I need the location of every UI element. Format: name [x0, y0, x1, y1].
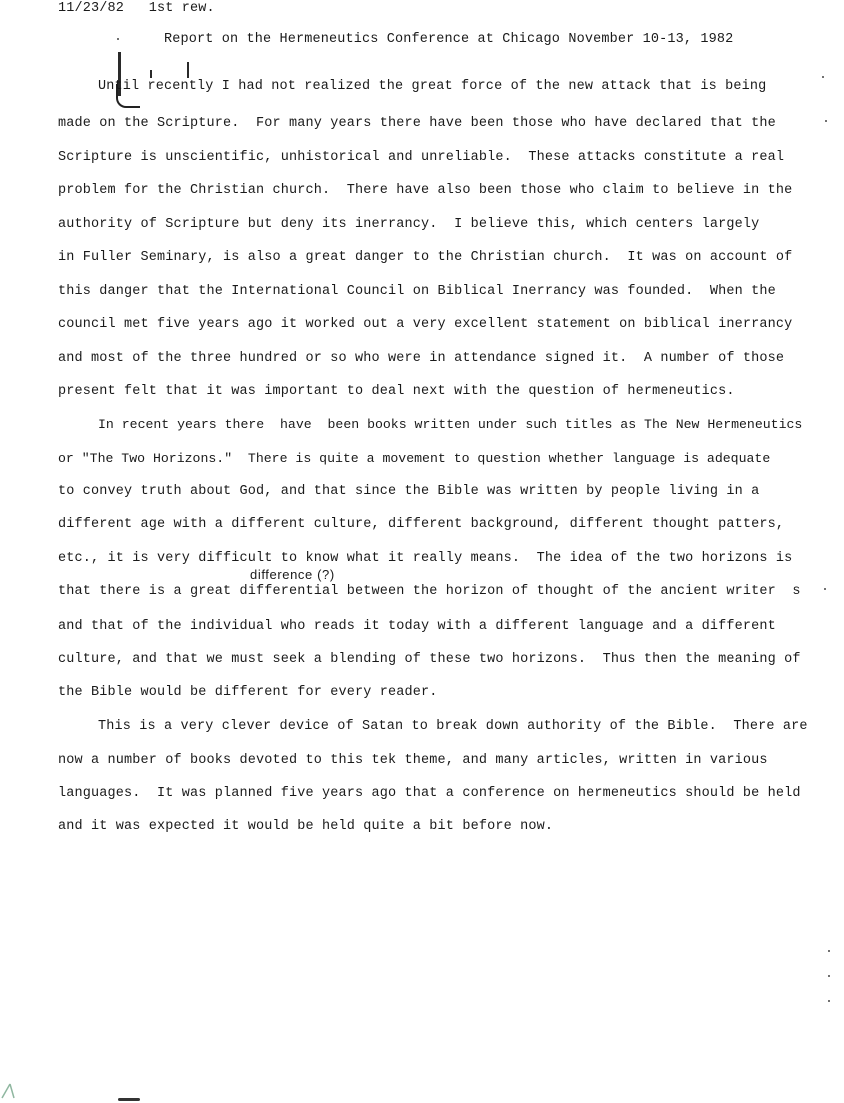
handwritten-tick — [150, 70, 152, 78]
body-line: culture, and that we must seek a blending of these two horizons. Thus then the meaning of — [58, 652, 801, 667]
scan-artifact — [118, 1098, 140, 1101]
body-line: in Fuller Seminary, is also a great danger to the Christian church. It was on account of — [58, 250, 793, 265]
body-line: the Bible would be different for every reader. — [58, 685, 438, 700]
body-line: made on the Scripture. For many years there have been those who have declared that the — [58, 116, 776, 131]
handwritten-interlinear-note: difference (?) — [250, 567, 335, 582]
body-line: this danger that the International Council on Biblical Inerrancy was founded. When the — [58, 284, 776, 299]
body-line: Scripture is unscientific, unhistorical and unreliable. These attacks constitute a real — [58, 150, 785, 165]
paper-speck — [828, 975, 830, 977]
body-line: council met five years ago it worked out a very excellent statement on biblical inerrancy — [58, 317, 793, 332]
body-line: that there is a great differential between the horizon of thought of the ancient writer s — [58, 584, 801, 599]
paper-speck — [825, 120, 827, 122]
paper-speck — [822, 76, 824, 78]
body-line: and it was expected it would be held quite a bit before now. — [58, 819, 554, 834]
body-line: authority of Scripture but deny its inerrancy. I believe this, which centers largely — [58, 217, 760, 232]
body-line: and most of the three hundred or so who were in attendance signed it. A number of those — [58, 351, 785, 366]
handwritten-tick — [187, 62, 189, 78]
body-line: languages. It was planned five years ago that a conference on hermeneutics should be held — [58, 786, 801, 801]
document-title: Report on the Hermeneutics Conference at Chicago November 10-13, 1982 — [164, 32, 734, 47]
paper-speck — [828, 1000, 830, 1002]
paper-speck — [828, 950, 830, 952]
body-line: problem for the Christian church. There have also been those who claim to believe in the — [58, 183, 793, 198]
paper-speck — [824, 588, 826, 590]
body-line: to convey truth about God, and that since the Bible was written by people living in a — [58, 484, 760, 499]
date-line: 11/23/82 1st rew. — [58, 1, 215, 16]
body-line: present felt that it was important to deal next with the question of hermeneutics. — [58, 384, 735, 399]
body-line: In recent years there have been books written under such titles as The New Hermeneutics — [98, 417, 803, 432]
body-line: now a number of books devoted to this tek theme, and many articles, written in various — [58, 753, 768, 768]
body-line: This is a very clever device of Satan to break down authority of the Bible. There are — [98, 719, 808, 734]
body-line: Until recently I had not realized the great force of the new attack that is being — [98, 79, 767, 94]
body-line: and that of the individual who reads it today with a different language and a different — [58, 619, 776, 634]
body-line: or "The Two Horizons." There is quite a movement to question whether language is adequate — [58, 451, 771, 466]
scan-artifact — [0, 1072, 30, 1102]
body-line: etc., it is very difficult to know what it really means. The idea of the two horizons is — [58, 551, 793, 566]
body-line: different age with a different culture, different background, different thought patters, — [58, 517, 785, 532]
paper-speck — [117, 38, 119, 40]
